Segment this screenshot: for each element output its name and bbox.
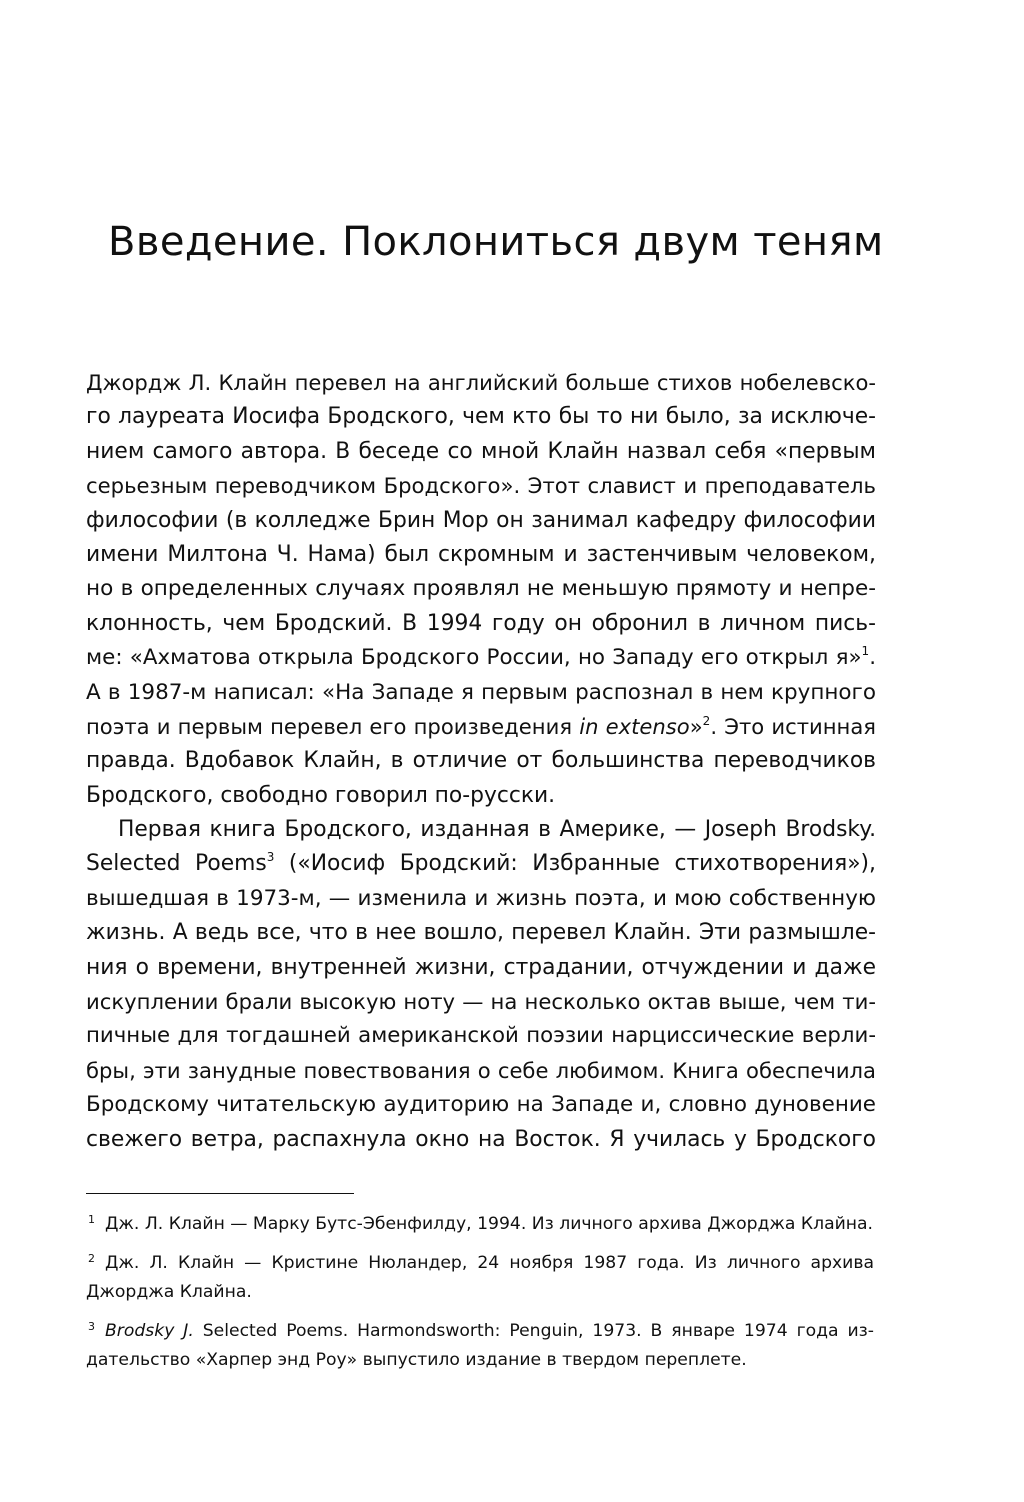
- footnote-text: Дж. Л. Клайн — Кристине Нюландер, 24 ноября 1987 года. Из личного архива: [105, 1253, 874, 1273]
- text-line: пичные для тогдашней американской поэзии нарциссические верли-: [86, 1023, 876, 1049]
- text-segment: («Иосиф Бродский: Избранные стихотворения»),: [274, 851, 876, 877]
- text-line: бры, эти занудные повествования о себе любимом. Книга обеспечила: [86, 1057, 876, 1083]
- text-line: жизнь. А ведь все, что в нее вошло, перевел Клайн. Эти размышле-: [86, 920, 876, 946]
- footnote-number: 2: [88, 1252, 95, 1265]
- text-line: искуплении брали высокую ноту — на несколько октав выше, чем ти-: [86, 989, 876, 1015]
- text-line: [86, 847, 876, 881]
- text-line: правда. Вдобавок Клайн, в отличие от большинства переводчиков: [86, 748, 876, 774]
- text-line: клонность, чем Бродский. В 1994 году он обронил в личном пись-: [86, 610, 876, 636]
- footnote-line: [86, 1210, 874, 1239]
- text-line: [86, 641, 876, 675]
- text-segment: Selected Poems: [86, 851, 267, 877]
- text-line: ния о времени, внутренней жизни, страдании, отчуждении и даже: [86, 954, 876, 980]
- text-line: свежего ветра, распахнула окно на Восток. Я училась у Бродского: [86, 1126, 876, 1152]
- text-line: [86, 710, 876, 744]
- footnote-1: [86, 1210, 874, 1239]
- text-line: нием самого автора. В беседе со мной Клайн назвал себя «первым: [86, 438, 876, 464]
- text-segment: . Это истинная: [710, 713, 876, 739]
- text-line: вышедшая в 1973-м, — изменила и жизнь поэта, и мою собственную: [86, 885, 876, 911]
- footnote-2: [86, 1249, 874, 1307]
- text-line: но в определенных случаях проявлял не меньшую прямоту и непре-: [86, 576, 876, 602]
- text-line: Бродского, свободно говорил по-русски.: [86, 782, 556, 808]
- footnote-number: 3: [88, 1320, 95, 1333]
- footnote-ref[interactable]: 2: [702, 713, 711, 728]
- footnote-line: Джорджа Клайна.: [86, 1282, 252, 1302]
- footnote-line: дательство «Харпер энд Роу» выпустило издание в твердом переплете.: [86, 1350, 747, 1370]
- text-line: Джордж Л. Клайн перевел на английский больше стихов нобелевско-: [86, 370, 876, 395]
- text-segment: поэта и первым перевел его произведения: [86, 713, 580, 739]
- footnote-ref[interactable]: 3: [266, 850, 275, 865]
- footnote-divider: [86, 1193, 354, 1194]
- italic-phrase: in extenso: [579, 713, 690, 739]
- footnotes: [86, 1210, 874, 1375]
- footnote-line: [86, 1317, 874, 1346]
- text-segment: »: [689, 713, 703, 739]
- text-line: философии (в колледже Брин Мор он занимал кафедру философии: [86, 507, 876, 533]
- text-line: Первая книга Бродского, изданная в Америке, — Joseph Brodsky.: [118, 817, 876, 843]
- footnote-3: [86, 1317, 874, 1375]
- text-line: Бродскому читательскую аудиторию на Западе и, словно дуновение: [86, 1092, 876, 1118]
- main-text: [86, 366, 876, 1157]
- text-line: А в 1987-м написал: «На Западе я первым распознал в нем крупного: [86, 679, 876, 705]
- footnote-line: [86, 1249, 874, 1278]
- text-line: го лауреата Иосифа Бродского, чем кто бы то ни было, за исключе-: [86, 404, 876, 430]
- text-segment: .: [869, 645, 876, 671]
- chapter-title: Введение. Поклониться двум теням: [108, 219, 884, 265]
- footnote-text: Selected Poems. Harmondsworth: Penguin, 1973. В январе 1974 года из-: [193, 1321, 875, 1341]
- footnote-ref[interactable]: 1: [861, 644, 870, 659]
- text-line: серьезным переводчиком Бродского». Этот славист и преподаватель: [86, 473, 876, 499]
- text-segment: ме: «Ахматова открыла Бродского России, но Западу его открыл я»: [86, 645, 862, 671]
- text-line: имени Милтона Ч. Нама) был скромным и застенчивым человеком,: [86, 541, 876, 567]
- footnote-author: Brodsky J.: [105, 1321, 194, 1341]
- footnote-number: 1: [88, 1213, 95, 1226]
- footnote-text: Дж. Л. Клайн — Марку Бутс-Эбенфилду, 1994. Из личного архива Джорджа Клайна.: [105, 1214, 874, 1234]
